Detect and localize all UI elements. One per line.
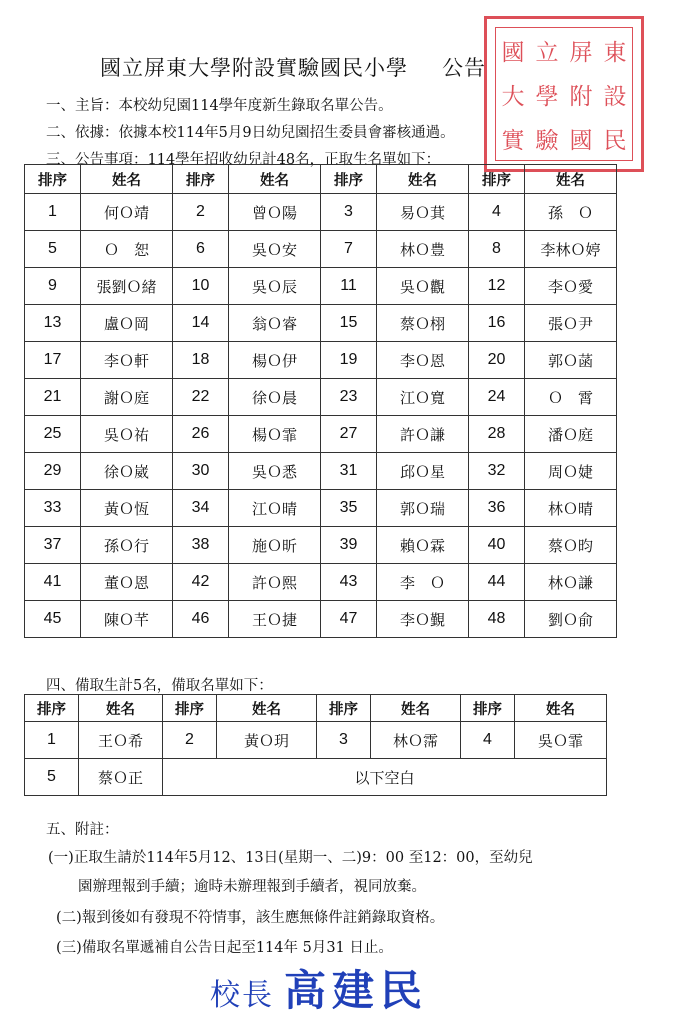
name-cell: 王Ｏ希 xyxy=(79,722,163,759)
rank-cell: 1 xyxy=(25,722,79,759)
name-cell: 林Ｏ霈 xyxy=(371,722,461,759)
rank-cell: 35 xyxy=(321,490,377,527)
name-cell: 王Ｏ捷 xyxy=(229,601,321,638)
rank-cell: 4 xyxy=(461,722,515,759)
rank-cell: 24 xyxy=(469,379,525,416)
table-row xyxy=(25,759,607,796)
name-cell: 邱Ｏ星 xyxy=(377,453,469,490)
rank-cell: 43 xyxy=(321,564,377,601)
note-1-line-1: (一)正取生請於114年5月12、13日(星期一、二)9：00 至12：00，至幼兒 xyxy=(48,850,533,866)
seal-glyph: 大 xyxy=(501,83,525,110)
rank-cell: 2 xyxy=(163,722,217,759)
column-header: 姓名 xyxy=(377,165,469,194)
name-cell: 黃Ｏ恆 xyxy=(81,490,173,527)
name-cell: 何Ｏ靖 xyxy=(81,194,173,231)
name-cell: 楊Ｏ伊 xyxy=(229,342,321,379)
column-header: 姓名 xyxy=(515,695,607,722)
rank-cell: 11 xyxy=(321,268,377,305)
admitted-body xyxy=(25,194,617,638)
rank-cell: 40 xyxy=(469,527,525,564)
rank-cell: 41 xyxy=(25,564,81,601)
seal-glyph: 民 xyxy=(603,127,627,154)
name-cell: 謝Ｏ庭 xyxy=(81,379,173,416)
rank-cell: 16 xyxy=(469,305,525,342)
name-cell: 董Ｏ恩 xyxy=(81,564,173,601)
name-cell: 江Ｏ寬 xyxy=(377,379,469,416)
principal-signature xyxy=(210,958,428,1018)
column-header: 姓名 xyxy=(79,695,163,722)
name-cell: 吳Ｏ觀 xyxy=(377,268,469,305)
table-row xyxy=(25,231,617,268)
rank-cell: 9 xyxy=(25,268,81,305)
rank-cell: 15 xyxy=(321,305,377,342)
rank-cell: 46 xyxy=(173,601,229,638)
column-header: 排序 xyxy=(173,165,229,194)
rank-cell: 42 xyxy=(173,564,229,601)
name-cell: Ｏ 霄 xyxy=(525,379,617,416)
name-cell: 林Ｏ謙 xyxy=(525,564,617,601)
column-header: 姓名 xyxy=(81,165,173,194)
rank-cell: 37 xyxy=(25,527,81,564)
admitted-header-row xyxy=(25,165,617,194)
waitlist-header-row xyxy=(25,695,607,722)
waitlist-title: 四、備取生計5名，備取名單如下： xyxy=(46,678,273,694)
name-cell: 徐Ｏ晨 xyxy=(229,379,321,416)
name-cell: 翁Ｏ睿 xyxy=(229,305,321,342)
signature-name: 高建民 xyxy=(284,966,429,1015)
school-name: 國立屏東大學附設實驗國民小學 xyxy=(100,56,408,80)
name-cell: 陳Ｏ芊 xyxy=(81,601,173,638)
rank-cell: 2 xyxy=(173,194,229,231)
rank-cell: 31 xyxy=(321,453,377,490)
table-row xyxy=(25,564,617,601)
admitted-table xyxy=(24,164,617,638)
name-cell: 李 Ｏ xyxy=(377,564,469,601)
name-cell: 張Ｏ尹 xyxy=(525,305,617,342)
table-row xyxy=(25,194,617,231)
table-row xyxy=(25,416,617,453)
rank-cell: 32 xyxy=(469,453,525,490)
column-header: 排序 xyxy=(321,165,377,194)
waitlist-table xyxy=(24,694,607,796)
rank-cell: 5 xyxy=(25,759,79,796)
name-cell: 蔡Ｏ正 xyxy=(79,759,163,796)
rank-cell: 34 xyxy=(173,490,229,527)
name-cell: 江Ｏ晴 xyxy=(229,490,321,527)
item-notice: 三、公告事項：114學年招收幼兒計48名，正取生名單如下： xyxy=(46,152,441,168)
name-cell: 施Ｏ昕 xyxy=(229,527,321,564)
rank-cell: 4 xyxy=(469,194,525,231)
name-cell: 郭Ｏ菡 xyxy=(525,342,617,379)
rank-cell: 39 xyxy=(321,527,377,564)
rank-cell: 30 xyxy=(173,453,229,490)
name-cell: 曾Ｏ陽 xyxy=(229,194,321,231)
name-cell: 吳Ｏ安 xyxy=(229,231,321,268)
name-cell: 黃Ｏ玥 xyxy=(217,722,317,759)
rank-cell: 25 xyxy=(25,416,81,453)
table-row xyxy=(25,722,607,759)
name-cell: 孫Ｏ行 xyxy=(81,527,173,564)
rank-cell: 6 xyxy=(173,231,229,268)
notes-title: 五、附註： xyxy=(46,822,119,838)
name-cell: 李林Ｏ婷 xyxy=(525,231,617,268)
rank-cell: 17 xyxy=(25,342,81,379)
table-row xyxy=(25,305,617,342)
name-cell: 許Ｏ熙 xyxy=(229,564,321,601)
rank-cell: 10 xyxy=(173,268,229,305)
name-cell: 吳Ｏ辰 xyxy=(229,268,321,305)
seal-inner xyxy=(495,27,633,161)
name-cell: 李Ｏ覲 xyxy=(377,601,469,638)
column-header: 排序 xyxy=(317,695,371,722)
seal-glyph: 屏 xyxy=(569,39,593,66)
seal-glyph: 設 xyxy=(603,83,627,110)
seal-glyph: 實 xyxy=(501,127,525,154)
item-basis: 二、依據：依據本校114年5月9日幼兒園招生委員會審核通過。 xyxy=(46,125,455,141)
seal-glyph: 國 xyxy=(501,39,525,66)
table-row xyxy=(25,601,617,638)
seal-glyph: 驗 xyxy=(535,127,559,154)
blank-note-cell: 以下空白 xyxy=(163,759,607,796)
name-cell: 蔡Ｏ栩 xyxy=(377,305,469,342)
rank-cell: 27 xyxy=(321,416,377,453)
column-header: 排序 xyxy=(469,165,525,194)
rank-cell: 1 xyxy=(25,194,81,231)
rank-cell: 44 xyxy=(469,564,525,601)
name-cell: 林Ｏ晴 xyxy=(525,490,617,527)
name-cell: 張劉Ｏ緒 xyxy=(81,268,173,305)
document-title xyxy=(100,52,486,82)
note-1-line-2: 園辦理報到手續；逾時未辦理報到手續者，視同放棄。 xyxy=(78,879,426,895)
rank-cell: 26 xyxy=(173,416,229,453)
name-cell: 郭Ｏ瑞 xyxy=(377,490,469,527)
name-cell: 賴Ｏ霖 xyxy=(377,527,469,564)
name-cell: 林Ｏ豊 xyxy=(377,231,469,268)
name-cell: 盧Ｏ岡 xyxy=(81,305,173,342)
rank-cell: 14 xyxy=(173,305,229,342)
column-header: 姓名 xyxy=(217,695,317,722)
column-header: 排序 xyxy=(163,695,217,722)
column-header: 姓名 xyxy=(525,165,617,194)
rank-cell: 22 xyxy=(173,379,229,416)
name-cell: 吳Ｏ霏 xyxy=(515,722,607,759)
rank-cell: 23 xyxy=(321,379,377,416)
item-subject: 一、主旨：本校幼兒園114學年度新生錄取名單公告。 xyxy=(46,98,393,114)
rank-cell: 7 xyxy=(321,231,377,268)
rank-cell: 8 xyxy=(469,231,525,268)
rank-cell: 28 xyxy=(469,416,525,453)
rank-cell: 19 xyxy=(321,342,377,379)
rank-cell: 21 xyxy=(25,379,81,416)
seal-glyph: 東 xyxy=(603,39,627,66)
rank-cell: 3 xyxy=(321,194,377,231)
column-header: 姓名 xyxy=(371,695,461,722)
notice-label: 公告 xyxy=(442,56,486,80)
name-cell: 楊Ｏ霏 xyxy=(229,416,321,453)
name-cell: 吳Ｏ悉 xyxy=(229,453,321,490)
name-cell: 許Ｏ謙 xyxy=(377,416,469,453)
column-header: 排序 xyxy=(25,695,79,722)
rank-cell: 47 xyxy=(321,601,377,638)
column-header: 排序 xyxy=(461,695,515,722)
rank-cell: 33 xyxy=(25,490,81,527)
seal-glyph: 學 xyxy=(535,83,559,110)
table-row xyxy=(25,527,617,564)
rank-cell: 3 xyxy=(317,722,371,759)
name-cell: 易Ｏ萁 xyxy=(377,194,469,231)
name-cell: 吳Ｏ祐 xyxy=(81,416,173,453)
name-cell: 徐Ｏ崴 xyxy=(81,453,173,490)
rank-cell: 5 xyxy=(25,231,81,268)
rank-cell: 36 xyxy=(469,490,525,527)
column-header: 姓名 xyxy=(229,165,321,194)
name-cell: 潘Ｏ庭 xyxy=(525,416,617,453)
table-row xyxy=(25,379,617,416)
rank-cell: 29 xyxy=(25,453,81,490)
name-cell: 周Ｏ婕 xyxy=(525,453,617,490)
seal-glyph: 附 xyxy=(569,83,593,110)
rank-cell: 45 xyxy=(25,601,81,638)
table-row xyxy=(25,268,617,305)
rank-cell: 18 xyxy=(173,342,229,379)
name-cell: 劉Ｏ俞 xyxy=(525,601,617,638)
rank-cell: 12 xyxy=(469,268,525,305)
seal-glyph: 國 xyxy=(569,127,593,154)
rank-cell: 20 xyxy=(469,342,525,379)
column-header: 排序 xyxy=(25,165,81,194)
name-cell: 李Ｏ愛 xyxy=(525,268,617,305)
name-cell: 李Ｏ恩 xyxy=(377,342,469,379)
name-cell: Ｏ 恕 xyxy=(81,231,173,268)
rank-cell: 48 xyxy=(469,601,525,638)
name-cell: 李Ｏ軒 xyxy=(81,342,173,379)
signature-title: 校長 xyxy=(210,978,274,1013)
seal-glyph: 立 xyxy=(535,39,559,66)
official-seal xyxy=(484,16,644,172)
rank-cell: 13 xyxy=(25,305,81,342)
table-row xyxy=(25,342,617,379)
name-cell: 孫 Ｏ xyxy=(525,194,617,231)
note-3: (三)備取名單遞補自公告日起至114年 5月31 日止。 xyxy=(56,940,393,956)
name-cell: 蔡Ｏ昀 xyxy=(525,527,617,564)
note-2: (二)報到後如有發現不符情事，該生應無條件註銷錄取資格。 xyxy=(56,910,445,926)
table-row xyxy=(25,453,617,490)
table-row xyxy=(25,490,617,527)
rank-cell: 38 xyxy=(173,527,229,564)
